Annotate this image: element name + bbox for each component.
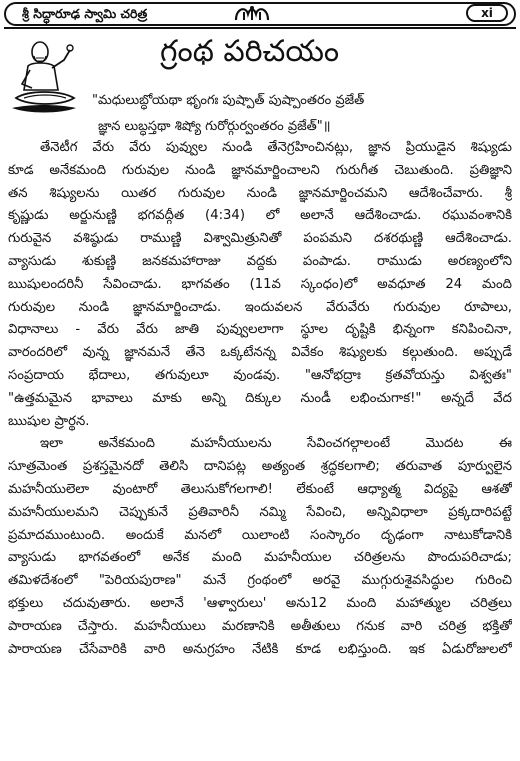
text-line: సూత్రమెంత ప్రశస్తమైనదో తెలిసి దానిపట్ల అత్యంత శ్రద్ధకలగాలి; తరువాత పూర్వులైన [8, 459, 512, 475]
text-line: ఋషుల ప్రార్థన. [8, 413, 90, 429]
text-line: ప్రమాదముంటుంది. అందుకే మనలో యిలాంటి సంస్కారం దృఢంగా నాటుకోడానికి [8, 527, 512, 543]
running-header [4, 2, 516, 30]
verse-line-1: "మధులుబ్ధోయథా భృంగః పుష్పాత్ పుష్పాంతరం వ్రజేత్ [92, 93, 365, 108]
text-line: గురువైన వశిష్ఠుడు రాముణ్ణి విశ్వామిత్రునితో పంపమని దశరథుణ్ణి ఆదేశించాడు. [8, 231, 512, 247]
text-line: తమిళదేశంలో "పెరియపురాణ" మనే గ్రంథంలో అరవై ముగ్గురుశైవసిద్ధుల గురించి [8, 573, 512, 589]
text-line: వ్యాసుడు శుకుణ్ణి జనకమహారాజు వద్దకు పంపాడు. రాముడు అరణ్యంలోని [8, 253, 512, 269]
text-line: గురువుల నుండి జ్ఞానమార్జించాడు. ఇందువలన వేరువేరు గురువుల రూపాలు, [8, 299, 512, 315]
text-line: భక్తులు చదువుతారు. అలానే 'ఆళ్వారులు' అను12 మంది మహాత్ముల చరిత్రలు [8, 595, 512, 611]
text-line: సంప్రదాయ భేదాలు, తగువులూ వుండవు. "ఆనోభద్రాః క్రతవోయన్తు విశ్వతః" [8, 367, 512, 383]
text-line: పారాయణ చేసేవారికి వారి అనుగ్రహం నేటికి కూడ లభిస్తుంది. ఇక ఏడురోజులలో [8, 641, 512, 657]
text-line: తన శిష్యులను యితర గురువుల నుండి జ్ఞానమార్జించమని ఆదేశించేవారు. శ్రీ [8, 185, 512, 201]
header-divider [4, 27, 516, 29]
book-title: శ్రీ సిద్ధారూఢ స్వామి చరిత్ర [22, 6, 148, 21]
text-line: "ఉత్తమమైన భావాలు మాకు అన్ని దిక్కుల నుండీ లభించుగాక!" అన్నదే వేద [8, 390, 512, 406]
text-line: కూడ అనేకమంది గురువుల నుండి జ్ఞానమార్జించాలని గురుగీత చెబుతుంది. ప్రతిజ్ఞాని [8, 162, 512, 178]
body-text [8, 137, 512, 661]
sanskrit-verse [92, 88, 512, 140]
text-line: విధానాలు - వేరు వేరు జాతి పువ్వులలాగా స్థూల దృష్టికి భిన్నంగా కనిపించినా, [8, 322, 512, 338]
text-line: ఇలా అనేకమంది మహనీయులను సేవించగల్గాలంటే మొదట ఈ [40, 436, 512, 452]
chapter-title: గ్రంథ పరిచయం [160, 34, 340, 69]
page-number-badge: xi [466, 4, 508, 22]
text-line: మహనీయులెలా వుంటారో తెలుసుకోగలగాలి! లేకుంటే ఆధ్యాత్మ విద్యపై ఆశతో [8, 481, 512, 497]
text-line: వారందరిలో వున్న జ్ఞానమనే తేనె ఒక్కటేనన్న వివేకం శిష్యులకు కల్గుతుంది. అప్పుడే [8, 345, 512, 361]
ornament-logo-icon [232, 4, 272, 24]
saint-portrait-icon [10, 36, 78, 116]
text-line: ఋషులందరినీ సేవించాడు. భాగవతం (11వ స్కంధం)లో అవధూత 24 మంది [8, 276, 512, 292]
text-line: పారాయణ చేస్తారు. మహనీయులు మరణానికి అతీతులు గనుక వారి చరిత్ర భక్తితో [8, 618, 512, 634]
text-line: కృష్ణుడు అర్జునుణ్ణి భగవద్గీత (4:34) లో అలానే ఆదేశించాడు. రఘువంశానికి [8, 208, 512, 224]
verse-line-2: జ్ఞాన లుబ్ధస్తథా శిష్యో గురోర్గుర్వంతరం వ్రజేత్"॥ [98, 119, 331, 134]
text-line: తేనెటీగ వేరు వేరు పువ్వుల నుండి తేనెగ్రహించినట్లు, జ్ఞాన ప్రియుడైన శిష్యుడు [40, 140, 512, 155]
paragraph [8, 433, 512, 661]
text-line: మహనీయులమని చెప్పుకునే ప్రతివారినీ నమ్మి సేవించి, అన్నివిధాలా ప్రక్కదారిపట్టే [8, 504, 512, 520]
paragraph [8, 137, 512, 433]
text-line: వ్యాసుడు భాగవతంలో అనేక మంది మహనీయుల చరిత్రలను పొందుపరిచాడు; [8, 550, 512, 566]
